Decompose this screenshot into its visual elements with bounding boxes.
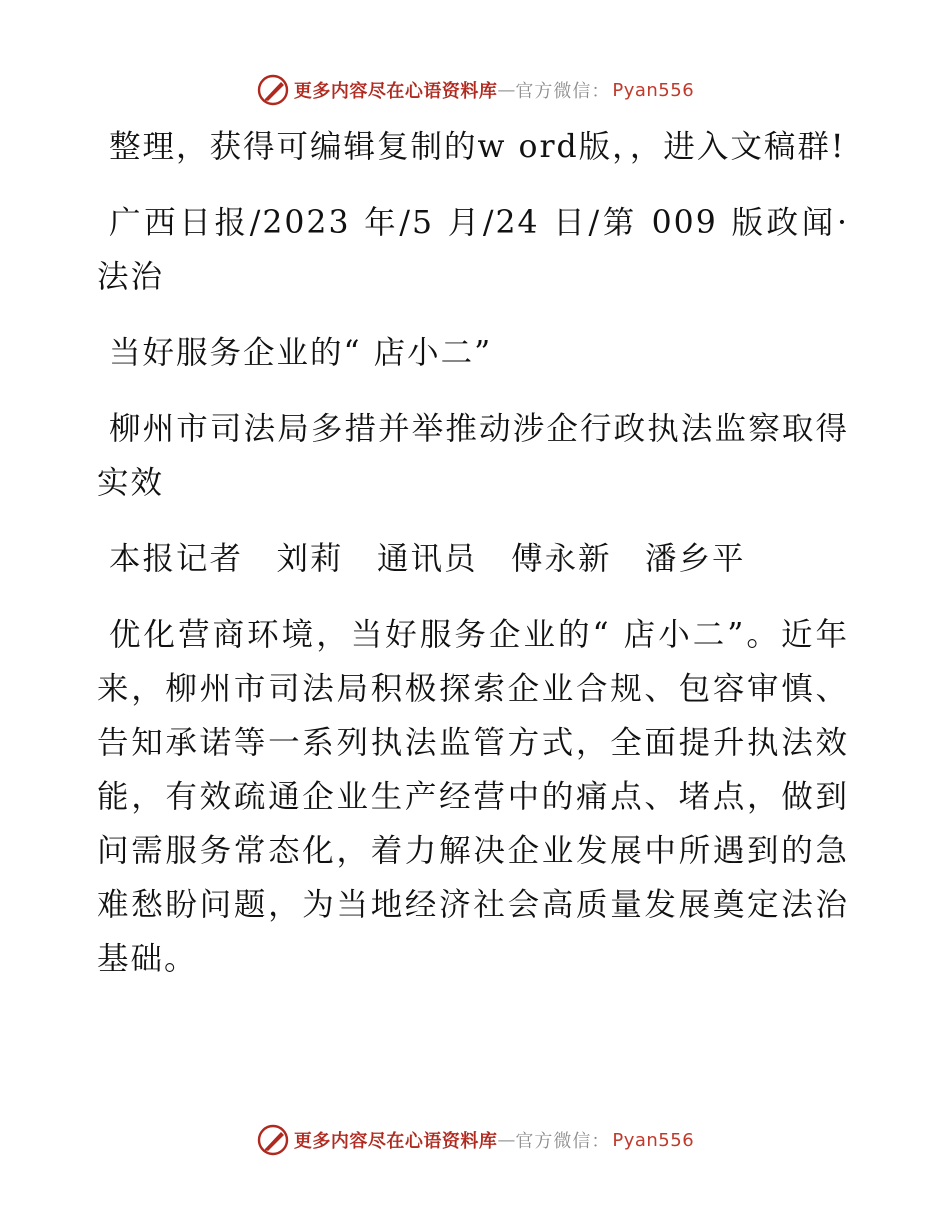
watermark-wechat-id: Pyan556 [612, 79, 695, 101]
watermark-main-text: 更多内容尽在心语资料库 [293, 1131, 498, 1152]
header-watermark [0, 70, 950, 110]
watermark-separator: — [497, 1129, 516, 1151]
footer-watermark [0, 1120, 950, 1160]
watermark-wechat-label: 官方微信： [515, 1131, 611, 1152]
byline: 本报记者 刘莉 通讯员 傅永新 潘乡平 [109, 541, 746, 577]
watermark-wechat-id: Pyan556 [612, 1129, 695, 1151]
source-line: 广西日报/2023 年/5 月/24 日/第 009 版政闻·法治 [97, 205, 849, 295]
quill-pen-circle-icon [256, 1123, 290, 1157]
watermark-main-text: 更多内容尽在心语资料库 [293, 81, 498, 102]
quill-pen-circle-icon [256, 73, 290, 107]
article-subtitle: 柳州市司法局多措并举推动涉企行政执法监察取得实效 [97, 411, 849, 501]
intro-paragraph: 整理，获得可编辑复制的w ord版，，进入文稿群! [109, 129, 846, 165]
watermark-wechat-label: 官方微信： [515, 81, 611, 102]
document-body [97, 120, 849, 1008]
article-title: 当好服务企业的“ 店小二” [109, 335, 493, 371]
body-paragraph: 优化营商环境，当好服务企业的“ 店小二”。近年来，柳州市司法局积极探索企业合规、包容审慎、告知承诺等一系列执法监管方式，全面提升执法效能，有效疏通企业生产经营中的痛点、堵点，做到问需服务常态化，着力解决企业发展中所遇到的急难愁盼问题，为当地经济社会高质量发展奠定法治基础。 [97, 617, 849, 977]
watermark-separator: — [497, 79, 516, 101]
